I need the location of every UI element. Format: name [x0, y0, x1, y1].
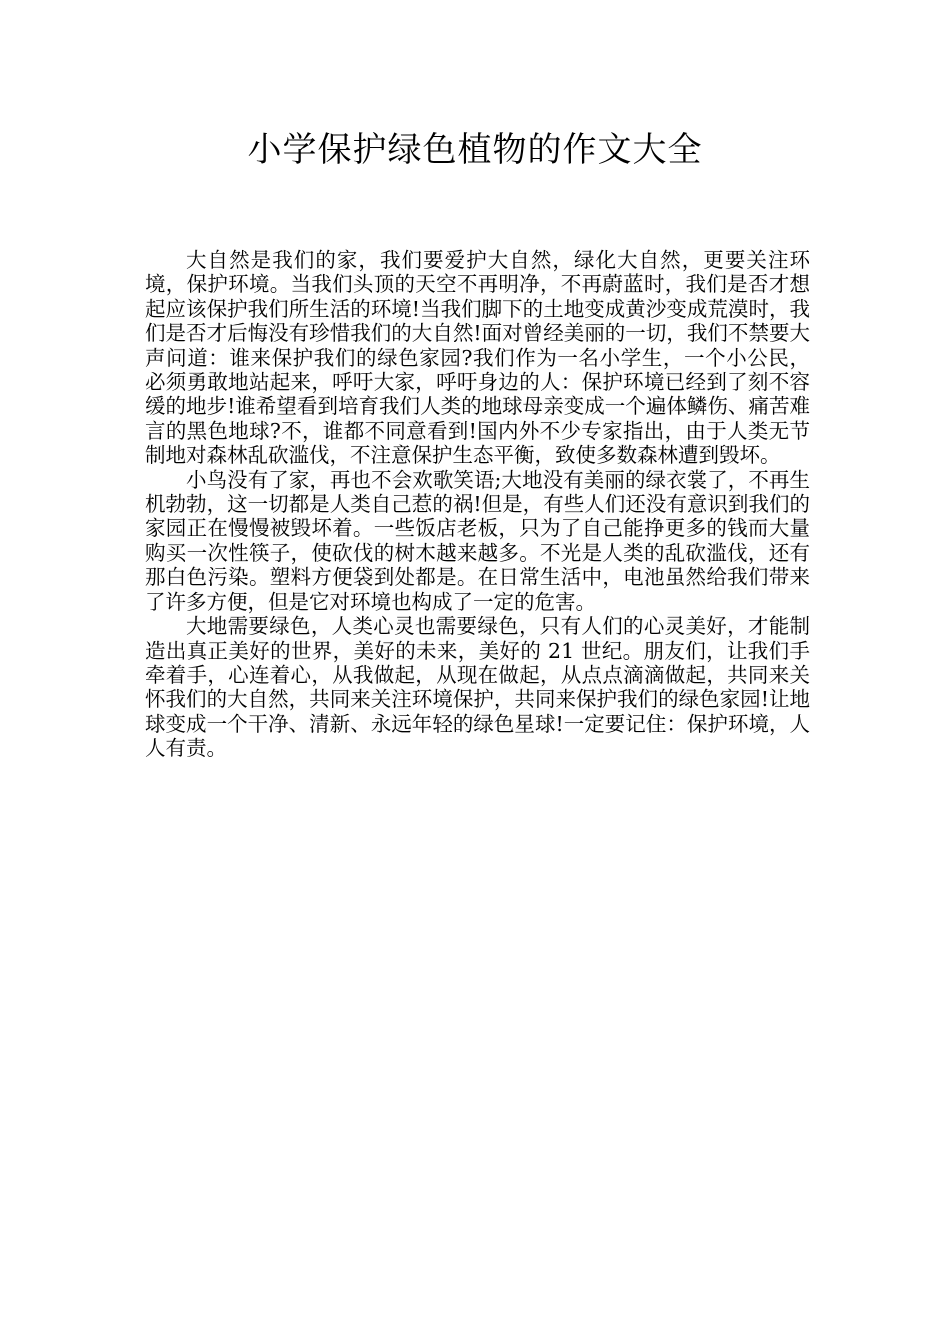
paragraph-3: 大地需要绿色，人类心灵也需要绿色，只有人们的心灵美好，才能制造出真正美好的世界，美好的未来，美好的 21 世纪。朋友们，让我们手牵着手，心连着心，从我做起，从现在做起，从点点滴滴做起，共同来关怀我们的大自然，共同来关注环境保护，共同来保护我们的绿色家园!让地球变成一个干净、清新、永远年轻的绿色星球!一定要记住：保护环境，人人有责。 — [145, 614, 810, 761]
paragraph-2: 小鸟没有了家，再也不会欢歌笑语;大地没有美丽的绿衣裳了，不再生机勃勃，这一切都是人类自己惹的祸!但是，有些人们还没有意识到我们的家园正在慢慢被毁坏着。一些饭店老板，只为了自己能挣更多的钱而大量购买一次性筷子，使砍伐的树木越来越多。不光是人类的乱砍滥伐，还有那白色污染。塑料方便袋到处都是。在日常生活中，电池虽然给我们带来了许多方便，但是它对环境也构成了一定的危害。 — [145, 467, 810, 614]
document-body — [145, 248, 810, 761]
paragraph-1: 大自然是我们的家，我们要爱护大自然，绿化大自然，更要关注环境，保护环境。当我们头顶的天空不再明净，不再蔚蓝时，我们是否才想起应该保护我们所生活的环境!当我们脚下的土地变成黄沙变成荒漠时，我们是否才后悔没有珍惜我们的大自然!面对曾经美丽的一切，我们不禁要大声问道：谁来保护我们的绿色家园?我们作为一名小学生，一个小公民，必须勇敢地站起来，呼吁大家，呼吁身边的人：保护环境已经到了刻不容缓的地步!谁希望看到培育我们人类的地球母亲变成一个遍体鳞伤、痛苦难言的黑色地球?不，谁都不同意看到!国内外不少专家指出，由于人类无节制地对森林乱砍滥伐，不注意保护生态平衡，致使多数森林遭到毁坏。 — [145, 248, 810, 468]
document-title: 小学保护绿色植物的作文大全 — [247, 130, 703, 170]
